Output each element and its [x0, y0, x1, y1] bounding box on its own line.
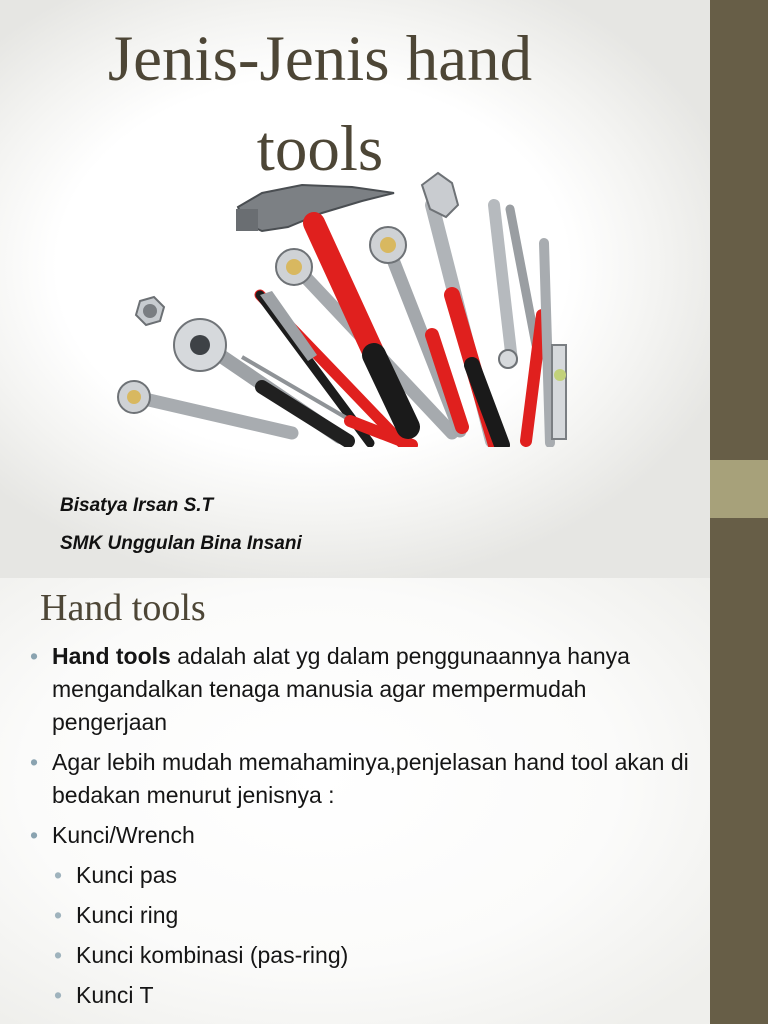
content-slide-title: Hand tools	[40, 587, 206, 629]
sub-bullet-item	[54, 899, 700, 932]
bullet-item	[30, 819, 700, 852]
sub-bullet-text: Kunci kombinasi (pas-ring)	[76, 942, 349, 968]
bullet-dot-icon: •	[54, 982, 63, 1008]
bullet-dot-icon: •	[54, 942, 63, 968]
bullet-item	[30, 746, 700, 812]
slide-side-accent	[710, 460, 768, 518]
bullet-list	[30, 640, 700, 1019]
hand-tools-image	[112, 165, 572, 447]
bullet-text: adalah alat yg dalam penggunaannya hanya mengandalkan tenaga manusia agar mempermudah pengerjaan	[52, 643, 630, 735]
sub-bullet-item	[54, 939, 700, 972]
school-name: SMK Unggulan Bina Insani	[60, 533, 302, 554]
bullet-dot-icon: •	[30, 643, 39, 669]
bullet-text: Kunci/Wrench	[52, 822, 195, 848]
bullet-dot-icon: •	[30, 749, 39, 775]
bullet-item	[30, 640, 700, 739]
locking-pliers-icon	[494, 205, 542, 441]
slide-title-line1: Jenis-Jenis hand	[107, 23, 533, 95]
author-name: Bisatya Irsan S.T	[60, 495, 214, 516]
bullet-dot-icon: •	[30, 822, 39, 848]
bullet-dot-icon: •	[54, 902, 63, 928]
sub-bullet-item	[54, 979, 700, 1012]
bullet-text: Agar lebih mudah memahaminya,penjelasan hand tool akan di bedakan menurut jenisnya :	[52, 749, 689, 808]
socket-icon	[136, 297, 164, 325]
bullet-bold-term: Hand tools	[52, 643, 171, 669]
sub-bullet-text: Kunci ring	[76, 902, 179, 928]
slide-title-line2: tools	[256, 113, 384, 185]
wrench-right-edge-icon	[544, 243, 566, 443]
sub-bullet-text: Kunci pas	[76, 862, 178, 888]
bullet-dot-icon: •	[54, 862, 63, 888]
sub-bullet-item	[54, 859, 700, 892]
sub-bullet-text: Kunci T	[76, 982, 154, 1008]
